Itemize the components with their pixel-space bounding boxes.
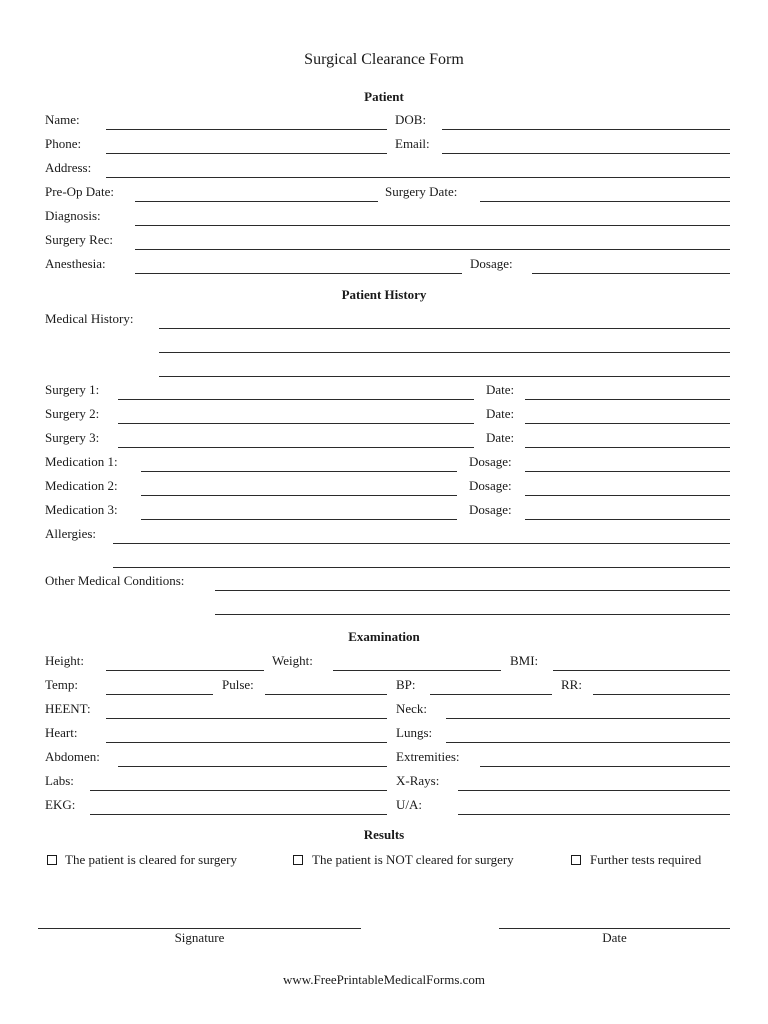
medication1-dosage-field[interactable]	[525, 471, 730, 472]
anesthesia-label: Anesthesia:	[45, 256, 106, 271]
rr-field[interactable]	[593, 694, 730, 695]
not-cleared-checkbox[interactable]	[293, 855, 303, 865]
surgery1-label: Surgery 1:	[45, 382, 100, 397]
ua-field[interactable]	[458, 814, 730, 815]
rr-label: RR:	[561, 677, 582, 692]
height-label: Height:	[45, 653, 84, 668]
footer-url: www.FreePrintableMedicalForms.com	[282, 972, 486, 987]
phone-field[interactable]	[106, 153, 387, 154]
neck-field[interactable]	[446, 718, 730, 719]
name-label: Name:	[45, 112, 80, 127]
bp-label: BP:	[396, 677, 416, 692]
other-conditions-label: Other Medical Conditions:	[45, 573, 185, 588]
allergies-field-2[interactable]	[113, 567, 730, 568]
surgery3-date-field[interactable]	[525, 447, 730, 448]
anesthesia-dosage-label: Dosage:	[470, 256, 513, 271]
bmi-label: BMI:	[510, 653, 539, 668]
extremities-field[interactable]	[480, 766, 730, 767]
signature-date-label: Date	[602, 930, 627, 945]
dob-label: DOB:	[395, 112, 427, 127]
signature-field[interactable]	[38, 928, 361, 929]
height-field[interactable]	[106, 670, 264, 671]
signature-date-field[interactable]	[499, 928, 730, 929]
surgery2-date-field[interactable]	[525, 423, 730, 424]
surgery2-field[interactable]	[118, 423, 474, 424]
temp-label: Temp:	[45, 677, 79, 692]
medication2-label: Medication 2:	[45, 478, 118, 493]
weight-field[interactable]	[333, 670, 501, 671]
section-heading-results: Results	[363, 827, 405, 842]
medical-history-field-2[interactable]	[159, 352, 730, 353]
medication2-field[interactable]	[141, 495, 457, 496]
medication3-label: Medication 3:	[45, 502, 118, 517]
surgery-date-label: Surgery Date:	[385, 184, 458, 199]
surgery2-label: Surgery 2:	[45, 406, 100, 421]
surgery3-field[interactable]	[118, 447, 474, 448]
medication1-dosage-label: Dosage:	[469, 454, 512, 469]
medication3-dosage-label: Dosage:	[469, 502, 512, 517]
medical-history-label: Medical History:	[45, 311, 134, 326]
section-heading-exam: Examination	[348, 629, 420, 644]
further-tests-checkbox[interactable]	[571, 855, 581, 865]
heart-field[interactable]	[106, 742, 387, 743]
medication2-dosage-field[interactable]	[525, 495, 730, 496]
ekg-label: EKG:	[45, 797, 76, 812]
bmi-field[interactable]	[553, 670, 730, 671]
cleared-checkbox[interactable]	[47, 855, 57, 865]
abdomen-label: Abdomen:	[45, 749, 100, 764]
medical-history-field-3[interactable]	[159, 376, 730, 377]
diagnosis-label: Diagnosis:	[45, 208, 101, 223]
preop-date-label: Pre-Op Date:	[45, 184, 114, 199]
anesthesia-dosage-field[interactable]	[532, 273, 730, 274]
medication1-label: Medication 1:	[45, 454, 118, 469]
dob-field[interactable]	[442, 129, 730, 130]
extremities-label: Extremities:	[396, 749, 460, 764]
xrays-field[interactable]	[458, 790, 730, 791]
email-field[interactable]	[442, 153, 730, 154]
other-conditions-field-2[interactable]	[215, 614, 730, 615]
phone-label: Phone:	[45, 136, 82, 151]
lungs-label: Lungs:	[396, 725, 433, 740]
medication3-field[interactable]	[141, 519, 457, 520]
pulse-label: Pulse:	[222, 677, 254, 692]
surgery-date-field[interactable]	[480, 201, 730, 202]
bp-field[interactable]	[430, 694, 552, 695]
xrays-label: X-Rays:	[396, 773, 440, 788]
diagnosis-field[interactable]	[135, 225, 730, 226]
labs-field[interactable]	[90, 790, 387, 791]
temp-field[interactable]	[106, 694, 213, 695]
allergies-label: Allergies:	[45, 526, 97, 541]
address-field[interactable]	[106, 177, 730, 178]
medication3-dosage-field[interactable]	[525, 519, 730, 520]
surgery1-date-label: Date:	[486, 382, 515, 397]
form-title: Surgical Clearance Form	[304, 51, 464, 68]
anesthesia-field[interactable]	[135, 273, 462, 274]
address-label: Address:	[45, 160, 92, 175]
medical-history-field-1[interactable]	[159, 328, 730, 329]
cleared-label: The patient is cleared for surgery	[65, 852, 237, 867]
preop-date-field[interactable]	[135, 201, 378, 202]
email-label: Email:	[395, 136, 430, 151]
heart-label: Heart:	[45, 725, 78, 740]
allergies-field-1[interactable]	[113, 543, 730, 544]
surgery3-date-label: Date:	[486, 430, 515, 445]
heent-field[interactable]	[106, 718, 387, 719]
abdomen-field[interactable]	[118, 766, 387, 767]
section-heading-patient: Patient	[364, 89, 404, 104]
heent-label: HEENT:	[45, 701, 91, 716]
surgery1-field[interactable]	[118, 399, 474, 400]
medication2-dosage-label: Dosage:	[469, 478, 512, 493]
weight-label: Weight:	[272, 653, 313, 668]
other-conditions-field-1[interactable]	[215, 590, 730, 591]
pulse-field[interactable]	[265, 694, 387, 695]
lungs-field[interactable]	[446, 742, 730, 743]
labs-label: Labs:	[45, 773, 74, 788]
ua-label: U/A:	[396, 797, 422, 812]
signature-label: Signature	[174, 930, 225, 945]
surgery2-date-label: Date:	[486, 406, 515, 421]
further-tests-label: Further tests required	[590, 852, 702, 867]
not-cleared-label: The patient is NOT cleared for surgery	[312, 852, 514, 867]
surgery1-date-field[interactable]	[525, 399, 730, 400]
ekg-field[interactable]	[90, 814, 387, 815]
surgery3-label: Surgery 3:	[45, 430, 100, 445]
neck-label: Neck:	[396, 701, 428, 716]
surgery-rec-label: Surgery Rec:	[45, 232, 113, 247]
name-field[interactable]	[106, 129, 387, 130]
medication1-field[interactable]	[141, 471, 457, 472]
surgery-rec-field[interactable]	[135, 249, 730, 250]
section-heading-history: Patient History	[341, 287, 427, 302]
